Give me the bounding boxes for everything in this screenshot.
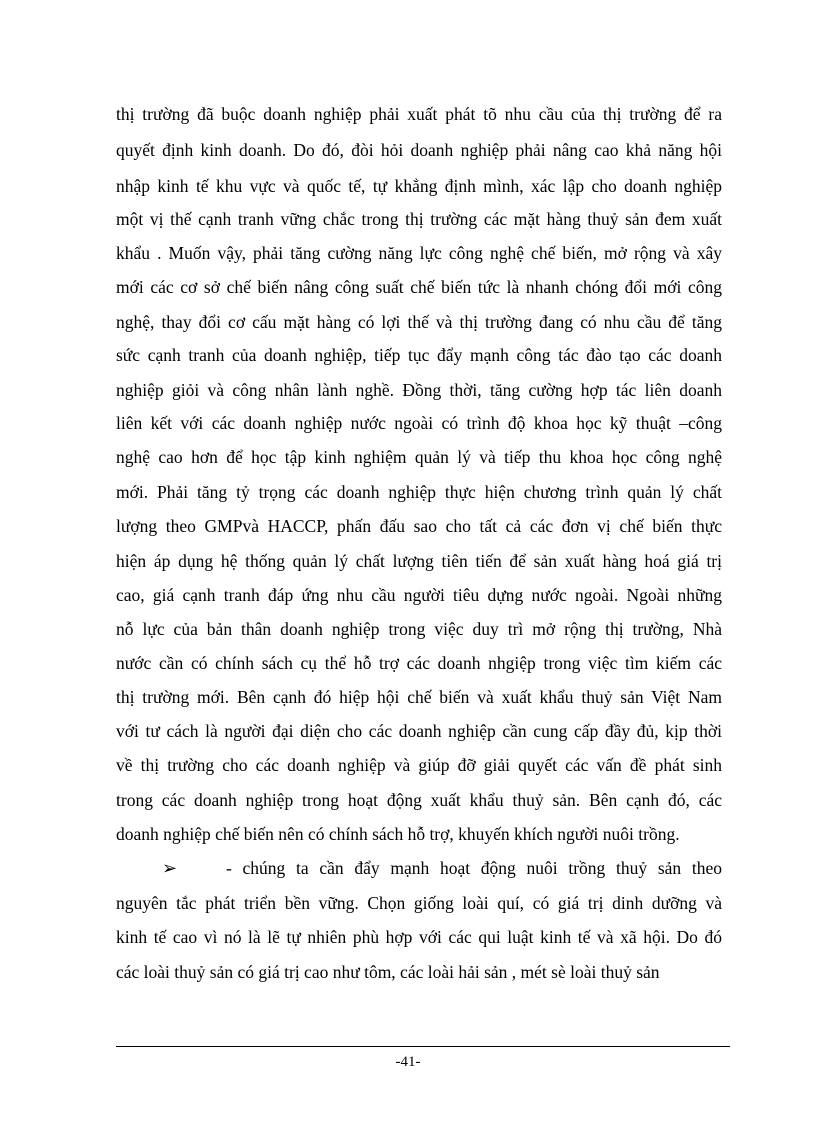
footer-rule	[116, 1046, 730, 1047]
text-line: lượng theo GMPvà HACCP, phấn đấu sao cho tất cả các đơn vị chế biến thực	[116, 516, 722, 536]
text-line: trong các doanh nghiệp trong hoạt động xuất khẩu thuỷ sản. Bên cạnh đó, các	[116, 790, 722, 810]
text-line: nhập kinh tế khu vực và quốc tế, tự khẳng định mình, xác lập cho doanh nghiệp	[116, 176, 722, 196]
text-line: thị trường mới. Bên cạnh đó hiệp hội chế biến và xuất khẩu thuỷ sản Việt Nam	[116, 687, 722, 707]
text-line: nghệ cao hơn để học tập kinh nghiệm quản lý và tiếp thu khoa học công nghệ	[116, 447, 722, 467]
text-line: cao, giá cạnh tranh đáp ứng nhu cầu người tiêu dựng nước ngoài. Ngoài những	[116, 585, 722, 605]
text-line: mới. Phải tăng tỷ trọng các doanh nghiệp thực hiện chương trình quản lý chất	[116, 482, 722, 502]
text-line: sức cạnh tranh của doanh nghiệp, tiếp tục đẩy mạnh công tác đào tạo các doanh	[116, 345, 722, 365]
text-line: quyết định kinh doanh. Do đó, đòi hỏi doanh nghiệp phải nâng cao khả năng hội	[116, 140, 722, 160]
text-line: hiện áp dụng hệ thống quản lý chất lượng tiên tiến để sản xuất hàng hoá giá trị	[116, 551, 722, 571]
text-line: một vị thế cạnh tranh vững chắc trong thị trường các mặt hàng thuỷ sản đem xuất	[116, 209, 722, 229]
text-line: với tư cách là người đại diện cho các doanh nghiệp cần cung cấp đầy đủ, kịp thời	[116, 721, 722, 741]
text-line: nghiệp giỏi và công nhân lành nghề. Đồng thời, tăng cường hợp tác liên doanh	[116, 380, 722, 400]
arrow-bullet-icon: ➢	[162, 858, 178, 878]
text-line: mới các cơ sở chế biến nâng công suất chế biến tức là nhanh chóng đổi mới công	[116, 277, 722, 297]
text-line: doanh nghiệp chế biến nên có chính sách hỗ trợ, khuyến khích người nuôi trồng.	[116, 824, 680, 844]
bullet-text: - chúng ta cần đẩy mạnh hoạt động nuôi trồng thuỷ sản theo	[226, 858, 722, 878]
text-line: nghệ, thay đổi cơ cấu mặt hàng có lợi thế và thị trường đang có nhu cầu để tăng	[116, 312, 722, 332]
text-line: khẩu . Muốn vậy, phải tăng cường năng lực công nghệ chế biến, mở rộng và xây	[116, 243, 722, 263]
page-number: -41-	[395, 1054, 421, 1070]
text-line: nguyên tắc phát triển bền vững. Chọn giống loài quí, có giá trị dinh dưỡng và	[116, 893, 722, 913]
text-line: liên kết với các doanh nghiệp nước ngoài có trình độ khoa học kỹ thuật –công	[116, 413, 722, 433]
text-line: về thị trường cho các doanh nghiệp và giúp đỡ giải quyết các vấn đề phát sinh	[116, 755, 722, 775]
text-line: kinh tế cao vì nó là lẽ tự nhiên phù hợp với các qui luật kinh tế và xã hội. Do đó	[116, 927, 722, 947]
text-line: nỗ lực của bản thân doanh nghiệp trong việc duy trì mở rộng thị trường, Nhà	[116, 619, 722, 639]
text-line: thị trường đã buộc doanh nghiệp phải xuất phát tõ nhu cầu của thị trường để ra	[116, 104, 722, 124]
text-line: nước cần có chính sách cụ thể hỗ trợ các doanh nhgiệp trong việc tìm kiếm các	[116, 653, 722, 673]
text-line: các loài thuỷ sản có giá trị cao như tôm, các loài hải sản , mét sè loài thuỷ sản	[116, 962, 660, 982]
